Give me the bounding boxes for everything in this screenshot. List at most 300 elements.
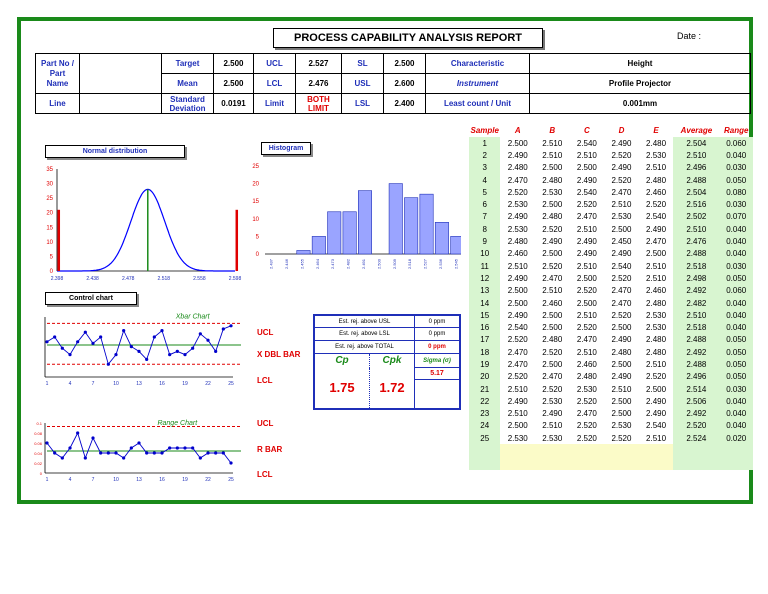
x-tick-label: 7 <box>91 477 95 483</box>
measurement-cell[interactable]: 2.460 <box>507 249 528 259</box>
measurement-cell[interactable]: 2.510 <box>611 384 632 394</box>
sample-row <box>469 408 753 420</box>
range-point <box>61 456 64 459</box>
y-tick-label: 25 <box>252 164 259 170</box>
summary-cell: 2.496 <box>673 162 719 174</box>
sample-row <box>469 149 753 161</box>
xbar-point <box>145 358 148 361</box>
measurement-cell[interactable]: 2.520 <box>576 396 597 406</box>
measurement-cell[interactable]: 2.530 <box>542 187 563 197</box>
std-value: 0.0191 <box>214 94 254 114</box>
measurement-cell[interactable]: 2.540 <box>507 323 528 333</box>
measurement-cell[interactable]: 2.520 <box>542 261 563 271</box>
measurement-cell[interactable]: 2.500 <box>542 249 563 259</box>
xbar-point <box>130 345 133 348</box>
measurement-cell[interactable]: 2.530 <box>576 384 597 394</box>
xbar-point <box>53 335 56 338</box>
measurement-cell[interactable]: 2.490 <box>507 310 528 320</box>
range-point <box>53 451 56 454</box>
summary-cell: 0.050 <box>719 334 753 346</box>
xbar-chart <box>45 314 241 387</box>
measurement-cell[interactable]: 2.510 <box>646 273 667 283</box>
measurement-cell[interactable]: 2.540 <box>576 187 597 197</box>
measurement-cell[interactable]: 2.540 <box>611 261 632 271</box>
measurement-cell[interactable]: 2.510 <box>576 224 597 234</box>
measurement-cell[interactable]: 2.520 <box>576 433 597 443</box>
sample-number: 20 <box>469 371 500 383</box>
sample-number: 12 <box>469 272 500 284</box>
sample-number: 7 <box>469 211 500 223</box>
measurement-cell[interactable]: 2.490 <box>507 396 528 406</box>
target-label: Target <box>162 54 214 74</box>
summary-cell: 2.488 <box>673 174 719 186</box>
range-point <box>91 436 94 439</box>
summary-cell: 2.492 <box>673 346 719 358</box>
xbar-point <box>214 350 217 353</box>
sample-row <box>469 248 753 260</box>
x-tick-label: 13 <box>136 477 142 483</box>
summary-cell: 0.080 <box>719 186 753 198</box>
measurement-cell[interactable]: 2.490 <box>611 372 632 382</box>
histogram-bar <box>389 184 402 254</box>
range-point <box>99 451 102 454</box>
measurement-cell[interactable]: 2.510 <box>542 150 563 160</box>
least-count-label: Least count / Unit <box>426 94 530 114</box>
y-tick-label: 0 <box>49 269 53 275</box>
y-tick-label: 0 <box>255 252 259 258</box>
summary-cell: 0.040 <box>719 223 753 235</box>
line-label: Line <box>36 94 80 114</box>
measurement-cell[interactable]: 2.470 <box>611 286 632 296</box>
sample-row <box>469 334 753 346</box>
sample-number: 16 <box>469 321 500 333</box>
measurement-cell[interactable]: 2.500 <box>576 163 597 173</box>
xbar-point <box>114 353 117 356</box>
measurement-cell[interactable]: 2.510 <box>507 261 528 271</box>
measurement-cell[interactable]: 2.530 <box>611 212 632 222</box>
measurement-cell[interactable]: 2.490 <box>576 237 597 247</box>
normal-curve <box>57 189 235 271</box>
y-tick-label: 5 <box>49 254 53 261</box>
range-point <box>114 451 117 454</box>
sample-row <box>469 432 753 444</box>
summary-cell: 0.030 <box>719 162 753 174</box>
report-frame <box>17 17 753 504</box>
measurement-cell[interactable]: 2.470 <box>507 175 528 185</box>
measurement-cell[interactable]: 2.530 <box>507 224 528 234</box>
measurement-cell[interactable]: 2.490 <box>611 138 632 148</box>
x-tick-label: 10 <box>113 477 119 483</box>
cpk-label: Cpk <box>370 354 415 368</box>
measurement-cell[interactable]: 2.520 <box>611 175 632 185</box>
x-tick-label: 19 <box>182 381 188 387</box>
summary-cell: 0.040 <box>719 149 753 161</box>
xbar-point <box>183 353 186 356</box>
measurement-cell[interactable]: 2.500 <box>611 396 632 406</box>
measurement-cell[interactable]: 2.470 <box>542 372 563 382</box>
histogram-bar <box>451 236 461 254</box>
xbar-point <box>61 347 64 350</box>
column-header: C <box>583 125 590 135</box>
measurement-cell[interactable]: 2.500 <box>507 421 528 431</box>
sl-value: 2.500 <box>384 54 426 74</box>
histogram-bar <box>343 212 356 254</box>
summary-cell: 2.504 <box>673 137 719 149</box>
summary-cell: 2.496 <box>673 371 719 383</box>
measurement-cell[interactable]: 2.490 <box>542 409 563 419</box>
range-point <box>137 441 140 444</box>
summary-cell: 2.488 <box>673 358 719 370</box>
measurement-cell[interactable]: 2.530 <box>507 433 528 443</box>
measurement-cell[interactable]: 2.480 <box>646 138 667 148</box>
summary-cell: 0.030 <box>719 383 753 395</box>
cpk-value: 1.72 <box>370 368 415 408</box>
summary-cell: 0.040 <box>719 408 753 420</box>
measurement-cell[interactable]: 2.500 <box>507 298 528 308</box>
ucl-value: 2.527 <box>296 54 342 74</box>
measurement-cell[interactable]: 2.470 <box>576 335 597 345</box>
measurement-cell[interactable]: 2.490 <box>646 396 667 406</box>
sample-number: 25 <box>469 432 500 444</box>
xbar-chart-title: Xbar Chart <box>175 313 210 321</box>
usl-label: USL <box>342 74 384 94</box>
measurement-cell[interactable]: 2.480 <box>646 298 667 308</box>
histogram-bar <box>328 212 341 254</box>
x-tick-label: 2.527 <box>422 259 428 270</box>
measurement-cell[interactable]: 2.520 <box>542 347 563 357</box>
histogram-bar <box>297 250 310 254</box>
x-tick-label: 2.500 <box>376 259 382 270</box>
sample-number: 4 <box>469 174 500 186</box>
xdbl-bar-label: X DBL BAR <box>257 350 301 359</box>
sample-number: 19 <box>469 358 500 370</box>
measurement-cell[interactable]: 2.510 <box>542 138 563 148</box>
measurement-cell[interactable]: 2.500 <box>542 310 563 320</box>
measurement-cell[interactable]: 2.530 <box>542 396 563 406</box>
column-header: A <box>514 125 521 135</box>
summary-cell: 2.488 <box>673 248 719 260</box>
measurement-cell[interactable]: 2.530 <box>646 150 667 160</box>
y-tick-label: 10 <box>46 239 53 246</box>
sample-row <box>469 358 753 370</box>
samples-section <box>469 123 753 470</box>
x-tick-label: 10 <box>113 381 119 387</box>
range-point <box>145 451 148 454</box>
measurement-cell[interactable]: 2.510 <box>646 359 667 369</box>
measurement-cell[interactable]: 2.480 <box>646 175 667 185</box>
summary-cell: 2.498 <box>673 272 719 284</box>
measurement-cell[interactable]: 2.480 <box>507 163 528 173</box>
measurement-cell[interactable]: 2.500 <box>611 323 632 333</box>
summary-cell: 2.518 <box>673 260 719 272</box>
column-header: Average <box>680 125 713 135</box>
charts-svg <box>21 21 461 491</box>
measurement-cell[interactable]: 2.510 <box>542 421 563 431</box>
range-point <box>76 431 79 434</box>
measurement-cell[interactable]: 2.460 <box>542 298 563 308</box>
std-label: Standard Deviation <box>162 94 214 114</box>
measurement-cell[interactable]: 2.510 <box>576 150 597 160</box>
summary-cell: 2.492 <box>673 285 719 297</box>
measurement-cell[interactable]: 2.470 <box>507 347 528 357</box>
x-tick-label: 2.464 <box>314 259 320 270</box>
measurement-cell[interactable]: 2.500 <box>507 138 528 148</box>
measurement-cell[interactable]: 2.490 <box>542 237 563 247</box>
measurement-cell[interactable]: 2.520 <box>646 200 667 210</box>
x-tick-label: 2.518 <box>157 276 171 282</box>
measurement-cell[interactable]: 2.490 <box>576 249 597 259</box>
measurement-cell[interactable]: 2.520 <box>576 286 597 296</box>
limit-value: BOTH LIMIT <box>296 94 342 114</box>
measurement-cell[interactable]: 2.530 <box>646 323 667 333</box>
summary-cell: 2.520 <box>673 420 719 432</box>
control-chart-label: Control chart <box>45 292 137 305</box>
summary-cell: 0.060 <box>719 285 753 297</box>
x-tick-label: 4 <box>68 477 72 483</box>
summary-cell: 2.504 <box>673 186 719 198</box>
measurement-cell[interactable]: 2.510 <box>646 261 667 271</box>
sample-row <box>469 383 753 395</box>
measurement-cell[interactable]: 2.470 <box>542 273 563 283</box>
column-header: Range <box>723 125 749 135</box>
measurement-cell[interactable]: 2.480 <box>542 335 563 345</box>
x-tick-label: 16 <box>159 477 165 483</box>
summary-cell: 2.518 <box>673 321 719 333</box>
measurement-cell[interactable]: 2.480 <box>611 347 632 357</box>
measurement-cell[interactable]: 2.460 <box>646 286 667 296</box>
measurement-cell[interactable]: 2.470 <box>576 212 597 222</box>
measurement-cell[interactable]: 2.540 <box>576 138 597 148</box>
x-tick-label: 2.509 <box>391 259 397 270</box>
x-tick-label: 19 <box>182 477 188 483</box>
characteristic-label: Characteristic <box>426 54 530 74</box>
summary-cell: 0.040 <box>719 395 753 407</box>
xbar-point <box>229 324 232 327</box>
sigma-label: Sigma (σ) <box>415 354 459 368</box>
measurement-cell[interactable]: 2.530 <box>542 433 563 443</box>
xbar-point <box>199 332 202 335</box>
measurement-cell[interactable]: 2.510 <box>611 200 632 210</box>
sample-number: 15 <box>469 309 500 321</box>
measurement-cell[interactable]: 2.480 <box>542 212 563 222</box>
xbar-point <box>160 329 163 332</box>
measurement-cell[interactable]: 2.510 <box>507 384 528 394</box>
measurement-cell[interactable]: 2.510 <box>507 409 528 419</box>
below-lsl-label: Est. rej. above LSL <box>315 328 415 341</box>
range-point <box>229 461 232 464</box>
y-tick-label: 0.08 <box>34 431 42 436</box>
sample-number: 1 <box>469 137 500 149</box>
x-tick-label: 22 <box>205 477 211 483</box>
measurement-cell[interactable]: 2.520 <box>576 323 597 333</box>
summary-cell: 2.510 <box>673 223 719 235</box>
summary-cell: 2.514 <box>673 383 719 395</box>
measurement-cell[interactable]: 2.480 <box>542 175 563 185</box>
range-point <box>84 456 87 459</box>
sample-row <box>469 309 753 321</box>
sample-row <box>469 395 753 407</box>
sample-number: 14 <box>469 297 500 309</box>
measurement-cell[interactable]: 2.480 <box>646 335 667 345</box>
measurement-cell[interactable]: 2.500 <box>611 359 632 369</box>
measurement-cell[interactable]: 2.500 <box>646 384 667 394</box>
measurement-cell[interactable]: 2.540 <box>646 421 667 431</box>
xbar-point <box>137 350 140 353</box>
total-value: 0 ppm <box>415 341 459 354</box>
report-title: PROCESS CAPABILITY ANALYSIS REPORT <box>273 28 543 48</box>
x-tick-label: 2.545 <box>453 259 459 270</box>
lsl-value: 2.400 <box>384 94 426 114</box>
summary-cell: 2.510 <box>673 309 719 321</box>
measurement-cell[interactable]: 2.510 <box>576 310 597 320</box>
above-usl-label: Est. rej. above USL <box>315 316 415 328</box>
normal-distribution-label: Normal distribution <box>45 145 185 158</box>
measurement-cell[interactable]: 2.500 <box>576 273 597 283</box>
measurement-cell[interactable]: 2.480 <box>646 347 667 357</box>
measurement-cell[interactable]: 2.480 <box>507 237 528 247</box>
sample-number: 5 <box>469 186 500 198</box>
sample-row <box>469 174 753 186</box>
measurement-cell[interactable]: 2.500 <box>542 323 563 333</box>
measurement-cell[interactable]: 2.470 <box>507 359 528 369</box>
measurement-cell[interactable]: 2.500 <box>507 286 528 296</box>
measurement-cell[interactable]: 2.490 <box>507 273 528 283</box>
sl-label: SL <box>342 54 384 74</box>
sample-row <box>469 272 753 284</box>
summary-cell: 0.040 <box>719 420 753 432</box>
xbar-point <box>176 350 179 353</box>
lsl-label: LSL <box>342 94 384 114</box>
x-tick-label: 25 <box>228 477 234 483</box>
measurement-cell[interactable]: 2.520 <box>611 310 632 320</box>
sample-row <box>469 235 753 247</box>
measurement-cell[interactable]: 2.520 <box>507 335 528 345</box>
measurement-cell[interactable]: 2.530 <box>646 310 667 320</box>
normal-distribution-chart <box>46 167 241 282</box>
x-tick-label: 2.438 <box>86 276 99 282</box>
summary-cell: 0.030 <box>719 198 753 210</box>
sample-row <box>469 223 753 235</box>
measurement-cell[interactable]: 2.520 <box>576 200 597 210</box>
instrument-label: Instrument <box>426 74 530 94</box>
measurement-cell[interactable]: 2.520 <box>611 433 632 443</box>
sample-number: 22 <box>469 395 500 407</box>
measurement-cell[interactable]: 2.510 <box>646 433 667 443</box>
measurement-cell[interactable]: 2.470 <box>646 237 667 247</box>
x-tick-label: 1 <box>45 477 49 483</box>
xbar-point <box>153 335 156 338</box>
least-count-value: 0.001mm <box>530 94 751 114</box>
date-label: Date : <box>677 31 702 41</box>
measurement-cell[interactable]: 2.490 <box>576 175 597 185</box>
histogram-label: Histogram <box>261 142 311 155</box>
measurement-cell[interactable]: 2.490 <box>507 150 528 160</box>
range-point <box>160 451 163 454</box>
measurement-cell[interactable]: 2.520 <box>542 224 563 234</box>
range-point <box>222 451 225 454</box>
measurement-cell[interactable]: 2.520 <box>646 372 667 382</box>
measurement-cell[interactable]: 2.490 <box>507 212 528 222</box>
measurement-cell[interactable]: 2.490 <box>611 163 632 173</box>
summary-cell: 0.040 <box>719 248 753 260</box>
measurement-cell[interactable]: 2.500 <box>646 249 667 259</box>
measurement-cell[interactable]: 2.470 <box>611 187 632 197</box>
part-no-label: Part No / Part Name <box>36 54 80 94</box>
measurement-cell[interactable]: 2.460 <box>646 187 667 197</box>
measurement-cell[interactable]: 2.540 <box>646 212 667 222</box>
sample-number: 11 <box>469 260 500 272</box>
sample-row <box>469 211 753 223</box>
measurement-cell[interactable]: 2.510 <box>576 347 597 357</box>
summary-cell: 2.482 <box>673 297 719 309</box>
measurement-cell[interactable]: 2.520 <box>507 372 528 382</box>
x-tick-label: 7 <box>91 381 95 387</box>
measurement-cell[interactable]: 2.500 <box>542 200 563 210</box>
measurement-cell[interactable]: 2.490 <box>611 249 632 259</box>
measurement-cell[interactable]: 2.520 <box>542 384 563 394</box>
measurement-cell[interactable]: 2.530 <box>611 421 632 431</box>
range-point <box>68 446 71 449</box>
measurement-cell[interactable]: 2.500 <box>576 298 597 308</box>
sample-row <box>469 297 753 309</box>
sample-number: 23 <box>469 408 500 420</box>
measurement-cell[interactable]: 2.500 <box>611 409 632 419</box>
instrument-value: Profile Projector <box>530 74 751 94</box>
xbar-lcl-label: LCL <box>257 376 273 385</box>
measurement-cell[interactable]: 2.490 <box>646 409 667 419</box>
measurement-cell[interactable]: 2.500 <box>542 163 563 173</box>
y-tick-label: 15 <box>252 199 259 206</box>
range-point <box>130 446 133 449</box>
total-label: Est. rej. above TOTAL <box>315 341 415 354</box>
measurement-cell[interactable]: 2.520 <box>576 421 597 431</box>
x-tick-label: 2.455 <box>299 259 305 270</box>
summary-cell: 0.020 <box>719 432 753 444</box>
measurement-cell[interactable]: 2.490 <box>611 335 632 345</box>
measurement-cell[interactable]: 2.520 <box>611 273 632 283</box>
xbar-point <box>45 340 48 343</box>
x-tick-label: 1 <box>45 381 49 387</box>
measurement-cell[interactable]: 2.470 <box>576 409 597 419</box>
measurement-cell[interactable]: 2.450 <box>611 237 632 247</box>
sample-row <box>469 420 753 432</box>
measurement-cell[interactable]: 2.510 <box>542 286 563 296</box>
x-tick-label: 2.398 <box>50 276 64 282</box>
measurement-cell[interactable]: 2.520 <box>507 187 528 197</box>
measurement-cell[interactable]: 2.490 <box>646 224 667 234</box>
summary-cell: 0.040 <box>719 297 753 309</box>
measurement-cell[interactable]: 2.480 <box>576 372 597 382</box>
y-tick-label: 20 <box>252 181 259 188</box>
measurement-cell[interactable]: 2.510 <box>576 261 597 271</box>
range-point <box>176 446 179 449</box>
summary-cell: 0.050 <box>719 174 753 186</box>
measurement-cell[interactable]: 2.520 <box>611 150 632 160</box>
x-tick-label: 4 <box>68 381 72 387</box>
sample-number: 24 <box>469 420 500 432</box>
range-series-line <box>47 433 231 463</box>
xbar-ucl-label: UCL <box>257 328 274 337</box>
measurement-cell[interactable]: 2.500 <box>611 224 632 234</box>
measurement-cell[interactable]: 2.530 <box>507 200 528 210</box>
measurement-cell[interactable]: 2.470 <box>611 298 632 308</box>
cp-label: Cp <box>315 354 370 368</box>
histogram-chart <box>252 164 461 269</box>
y-tick-label: 0.02 <box>34 461 42 466</box>
measurement-cell[interactable]: 2.510 <box>646 163 667 173</box>
measurement-cell[interactable]: 2.500 <box>542 359 563 369</box>
measurement-cell[interactable]: 2.460 <box>576 359 597 369</box>
